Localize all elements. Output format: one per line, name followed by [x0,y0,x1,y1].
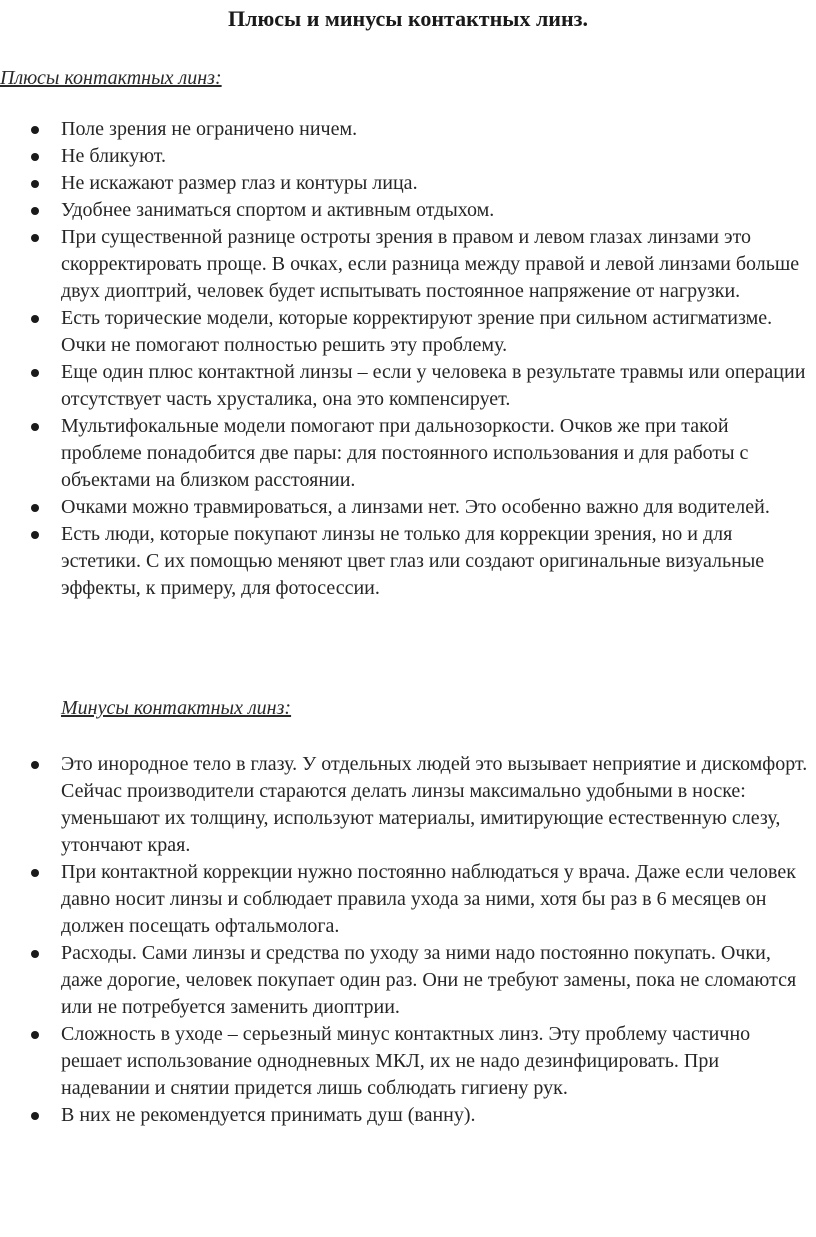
list-item [0,116,816,143]
list-item-text: Расходы. Сами линзы и средства по уходу за ними надо постоянно покупать. Очки, даже дорогие, человек покупает один раз. Они не требуют замены, пока не сломаются или не потребуется заменить диоптрии. [61,942,797,1018]
list-item-text: Есть люди, которые покупают линзы не только для коррекции зрения, но и для эстетики. С их помощью меняют цвет глаз или создают оригинальные визуальные эффекты, к примеру, для фотосессии. [61,523,765,599]
list-item [0,940,816,1021]
list-item [0,494,816,521]
bullet-icon [31,315,39,323]
list-item [0,1021,816,1102]
list-item-text: При существенной разнице остроты зрения в правом и левом глазах линзами это скорректировать проще. В очках, если разница между правой и левой линзами больше двух диоптрий, человек будет испытывать постоянное напряжение от нагрузки. [61,226,800,302]
list-item-text: При контактной коррекции нужно постоянно наблюдаться у врача. Даже если человек давно носит линзы и соблюдает правила ухода за ними, хотя бы раз в 6 месяцев он должен посещать офтальмолога. [61,861,796,937]
bullet-icon [31,126,39,134]
pros-list [0,116,816,602]
list-item [0,413,816,494]
bullet-icon [31,504,39,512]
bullet-icon [31,234,39,242]
list-item-text: Не искажают размер глаз и контуры лица. [61,172,418,194]
cons-heading: Минусы контактных линз: [61,697,292,719]
list-item [0,859,816,940]
bullet-icon [31,950,39,958]
list-item-text: Удобнее заниматься спортом и активным отдыхом. [61,199,495,221]
list-item [0,224,816,305]
list-item-text: Мультифокальные модели помогают при дальнозоркости. Очков же при такой проблеме понадобится две пары: для постоянного использования и для работы с объектами на близком расстоянии. [61,415,749,491]
bullet-icon [31,869,39,877]
list-item-text: Не бликуют. [61,145,167,167]
list-item [0,751,816,859]
pros-heading: Плюсы контактных линз: [0,67,222,89]
list-item-text: Поле зрения не ограничено ничем. [61,118,358,140]
list-item-text: Еще один плюс контактной линзы – если у человека в результате травмы или операции отсутствует часть хрусталика, она это компенсирует. [61,361,806,410]
list-item-text: Очками можно травмироваться, а линзами нет. Это особенно важно для водителей. [61,496,770,518]
list-item-text: Есть торические модели, которые корректируют зрение при сильном астигматизме. Очки не помогают полностью решить эту проблему. [61,307,773,356]
list-item [0,143,816,170]
page-title: Плюсы и минусы контактных линз. [228,6,588,31]
list-item-text: Это инородное тело в глазу. У отдельных людей это вызывает неприятие и дискомфорт. Сейчас производители стараются делать линзы максимально удобными в носке: уменьшают их толщину, используют материалы, имитирующие естественную слезу, утончают края. [61,753,808,856]
list-item [0,521,816,602]
list-item-text: В них не рекомендуется принимать душ (ванну). [61,1104,476,1126]
cons-list [0,751,816,1129]
bullet-icon [31,369,39,377]
list-item [0,170,816,197]
bullet-icon [31,207,39,215]
list-item [0,305,816,359]
list-item-text: Сложность в уходе – серьезный минус контактных линз. Эту проблему частично решает использование однодневных МКЛ, их не надо дезинфицировать. При надевании и снятии придется лишь соблюдать гигиену рук. [61,1023,751,1099]
bullet-icon [31,1031,39,1039]
list-item [0,197,816,224]
list-item [0,359,816,413]
bullet-icon [31,180,39,188]
bullet-icon [31,531,39,539]
bullet-icon [31,423,39,431]
bullet-icon [31,761,39,769]
bullet-icon [31,153,39,161]
list-item [0,1102,816,1129]
bullet-icon [31,1112,39,1120]
